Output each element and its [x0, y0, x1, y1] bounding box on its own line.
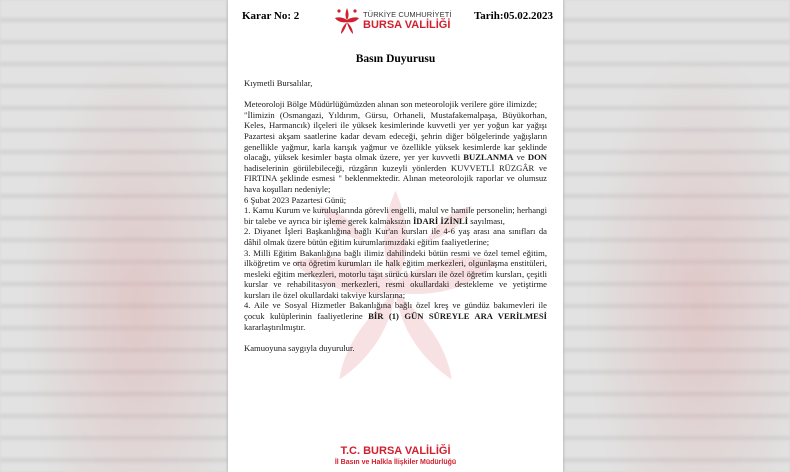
governorship-emblem-icon [333, 6, 361, 36]
item-4 [244, 300, 547, 332]
item-1-text-a: 1. Kamu Kurum ve kuruluşlarında görevli engelli, malul ve hamile personelin; herhangi bir talebe ve ayrıca bir işleme gerek kalmaksızın [244, 205, 547, 226]
blurred-background-left [0, 0, 228, 472]
document-date: Tarih:05.02.2023 [473, 10, 553, 22]
governorship-logo [333, 6, 458, 36]
item-3: 3. Milli Eğitim Bakanlığına bağlı ilimiz dahilindeki bütün resmi ve özel temel eğitim, ilköğretim ve orta öğretim kurumları ile halk eğitim merkezleri, olgunlaşma enstitüleri, mesleki eğitim merkezleri, motorlu taşıt sürücü kursları ile özel öğretim kursları, çeşitli kurslar ve rehabilitasyon merkezleri, resmi okullardaki destekleme ve yetiştirme kursları ile özel okullardaki takviye kurslarına; [244, 247, 547, 300]
closing-paragraph: Kamuoyuna saygıyla duyurulur. [244, 342, 355, 353]
intro-paragraph: Meteoroloji Bölge Müdürlüğümüzden alınan son meteorolojik verilere göre ilimizde; [244, 99, 538, 110]
item-2: 2. Diyanet İşleri Başkanlığına bağlı Kur'an kursları ile 4-6 yaş arası ana sınıfları da dâhil olmak üzere bütün eğitim kurumlarımızdaki eğitim faaliyetlerine; [244, 226, 547, 247]
greeting-paragraph: Kıymetli Bursalılar, [244, 78, 313, 88]
item-1 [244, 205, 547, 226]
logo-governorship-text: BURSA VALİLİĞİ [363, 19, 451, 31]
date-line: 6 Şubat 2023 Pazartesi Günü; [244, 194, 347, 205]
decision-number: Karar No: 2 [242, 10, 300, 22]
document-header [228, 6, 563, 34]
logo-country-text: TÜRKİYE CUMHURİYETİ [363, 10, 452, 19]
item-4-text-b: kararlaştırılmıştır. [244, 321, 306, 332]
frost-warning: DON [527, 152, 547, 163]
item-4-text-a: 4. Aile ve Sosyal Hizmetler Bakanlığına bağlı özel kreş ve gündüz bakımevleri ile çocuk kulüplerinin faaliyetlerine [244, 300, 547, 322]
one-day-break-text: BİR (1) GÜN SÜREYLE ARA VERİLMESİ [368, 311, 547, 322]
item-1-text-b: sayılması, [470, 215, 505, 226]
forecast-text-b: hadiselerinin görülebileceği, rüzgârın kuzeyli yönlerden KUVVETLİ RÜZGÂR ve FIRTINA şeklinde esmesi " beklenmektedir. Alınan meteorolojik raporlar ve olumsuz hava koşulları nedeniyle; [244, 162, 547, 194]
document-body [244, 78, 547, 353]
footer-title: T.C. BURSA VALİLİĞİ [340, 445, 451, 457]
blurred-background-right [563, 0, 790, 472]
icing-warning: BUZLANMA [463, 152, 514, 163]
footer-subtitle: İl Basın ve Halkla İlişkiler Müdürlüğü [334, 459, 457, 466]
forecast-text-a: "İlimizin (Osmangazi, Yıldırım, Gürsu, Orhaneli, Mustafakemalpaşa, Büyükorhan, Keles, Harmancık) ilçeleri ile yüksek kesimlerinde kuvvetli yer yer yoğun kar yağışı Pazartesi akşam saatlerine kadar devam edeceği, şehrin diğer bölgelerinde yağışların genellikle yağmur, karla karışık yağmur ve özellikle yüksek kesimlerde kar şeklinde olacağı, yüksek kesimler başta olmak üzere, yer yer kuvvetli [244, 109, 547, 163]
forecast-paragraph [244, 110, 547, 195]
administrative-leave-text: İDARİ İZİNLİ [412, 215, 469, 226]
press-release-document [228, 0, 563, 472]
document-title: Basın Duyurusu [355, 53, 436, 65]
forecast-and: ve [516, 152, 525, 163]
